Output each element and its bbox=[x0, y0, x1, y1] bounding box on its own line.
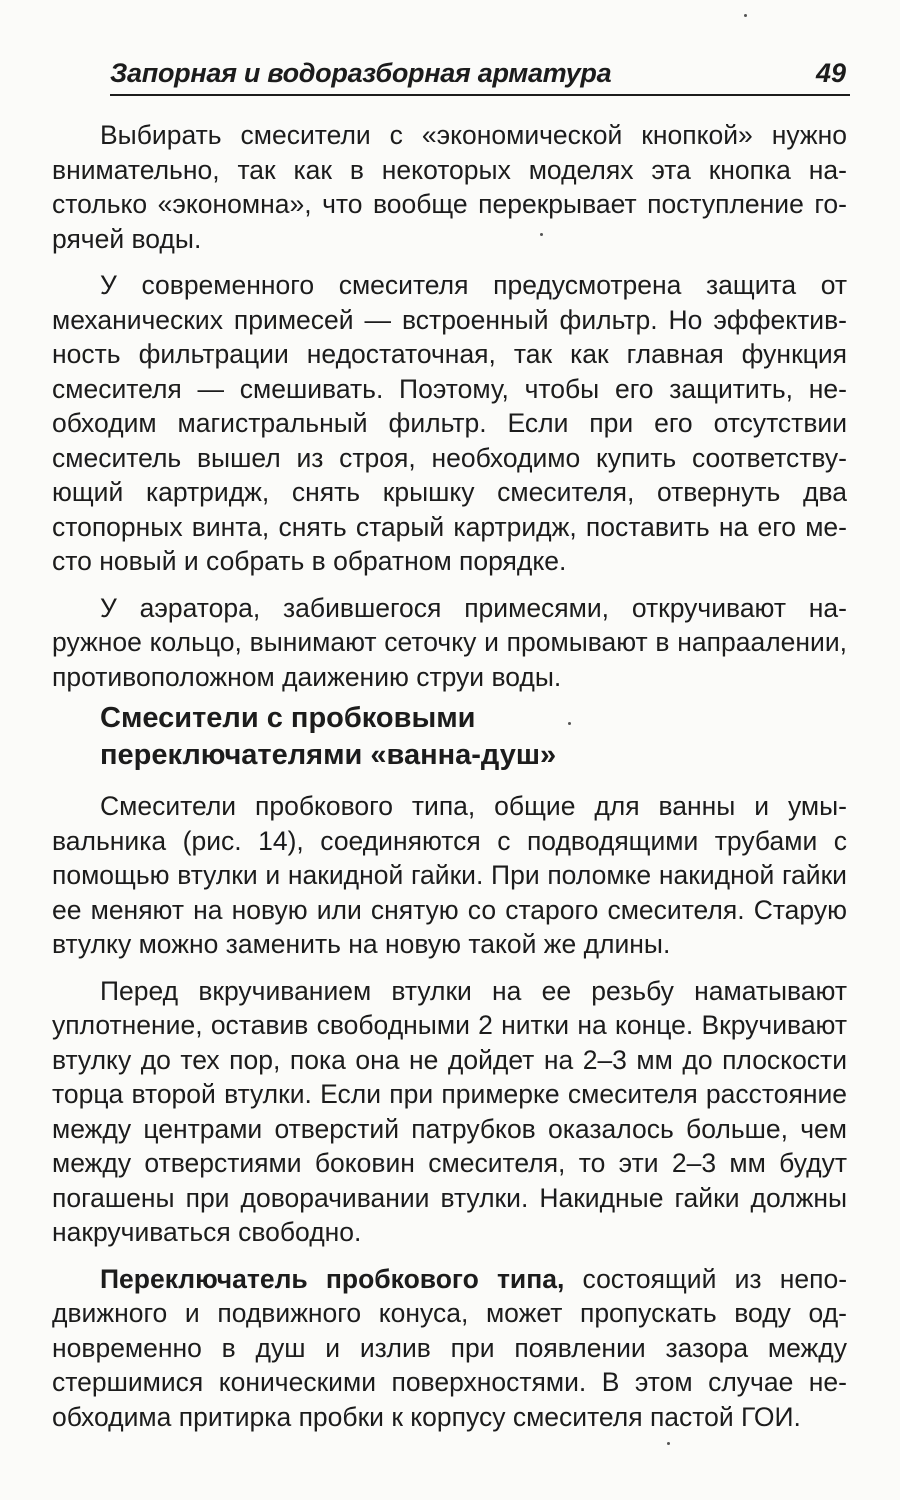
paragraph-filter: У современного смесителя предусмотрена защита от механических примесей — встроенный фильтр. Но эффективность фильтрации недостаточная, так как главная функция смесителя — смешивать. Поэтому, чтобы его защитить, необходим магистральный фильтр. Если при его отсутствии смеситель вышел из строя, необходимо купить соответствующий картридж, снять крышку смесителя, отвернуть два стопорных винта, снять старый картридж, поставить на его место новый и собрать в обратном порядке. bbox=[52, 270, 847, 576]
paragraph-switch bbox=[52, 1262, 847, 1435]
paragraph-switch-text: состоящий из неподвижного и подвижного конуса, может пропускать воду одновременно в душ и излив при появлении зазора между стершимися коническими поверхностями. В этом случае необходима притирка пробки к корпусу смесителя пастой ГОИ. bbox=[52, 1263, 848, 1432]
scan-speck bbox=[667, 1442, 670, 1445]
running-header-title: Запорная и водоразборная арматура bbox=[110, 58, 612, 88]
scan-speck bbox=[568, 722, 571, 725]
paragraph-plug-mixers: Смесители пробкового типа, общие для ванны и умывальника (рис. 14), соединяются с подводящими трубами с помощью втулки и накидной гайки. При поломке накидной гайки ее меняют на новую или снятую со старого смесителя. Старую втулку можно заменить на новую такой же длины. bbox=[52, 791, 847, 959]
text-block-top bbox=[52, 118, 847, 694]
page-number: 49 bbox=[815, 58, 846, 88]
paragraph-economy-button: Выбирать смесители с «экономической кнопкой» нужно внимательно, так как в некоторых моделях эта кнопка настолько «экономна», что вообще перекрывает поступление горячей воды. bbox=[52, 120, 847, 254]
section-heading-line1: Смесители с пробковыми bbox=[100, 702, 476, 734]
running-header bbox=[110, 56, 850, 96]
paragraph-bushing: Перед вкручиванием втулки на ее резьбу наматывают уплотнение, оставив свободными 2 нитки на конце. Вкручивают втулку до тех пор, пока она не дойдет на 2–3 мм до плоскости торца второй втулки. Если при примерке смесителя расстояние между центрами отверстий патрубков оказалось больше, чем между отверстиями боковин смесителя, то эти 2–3 мм будут погашены при доворачивании втулки. Накидные гайки должны накручиваться свободно. bbox=[52, 975, 847, 1247]
scan-speck bbox=[744, 14, 747, 17]
paragraph-switch-lead: Переключатель пробкового типа, bbox=[100, 1263, 565, 1294]
section-heading bbox=[100, 700, 750, 774]
scan-speck bbox=[540, 233, 543, 236]
paragraph-aerator: У аэратора, забившегося примесями, откручивают наружное кольцо, вынимают сеточку и промывают в напраалении, противоположном даижению струи воды. bbox=[52, 592, 847, 692]
section-heading-line2: переключателями «ванна-душ» bbox=[100, 739, 557, 771]
text-block-bottom bbox=[52, 789, 847, 1434]
